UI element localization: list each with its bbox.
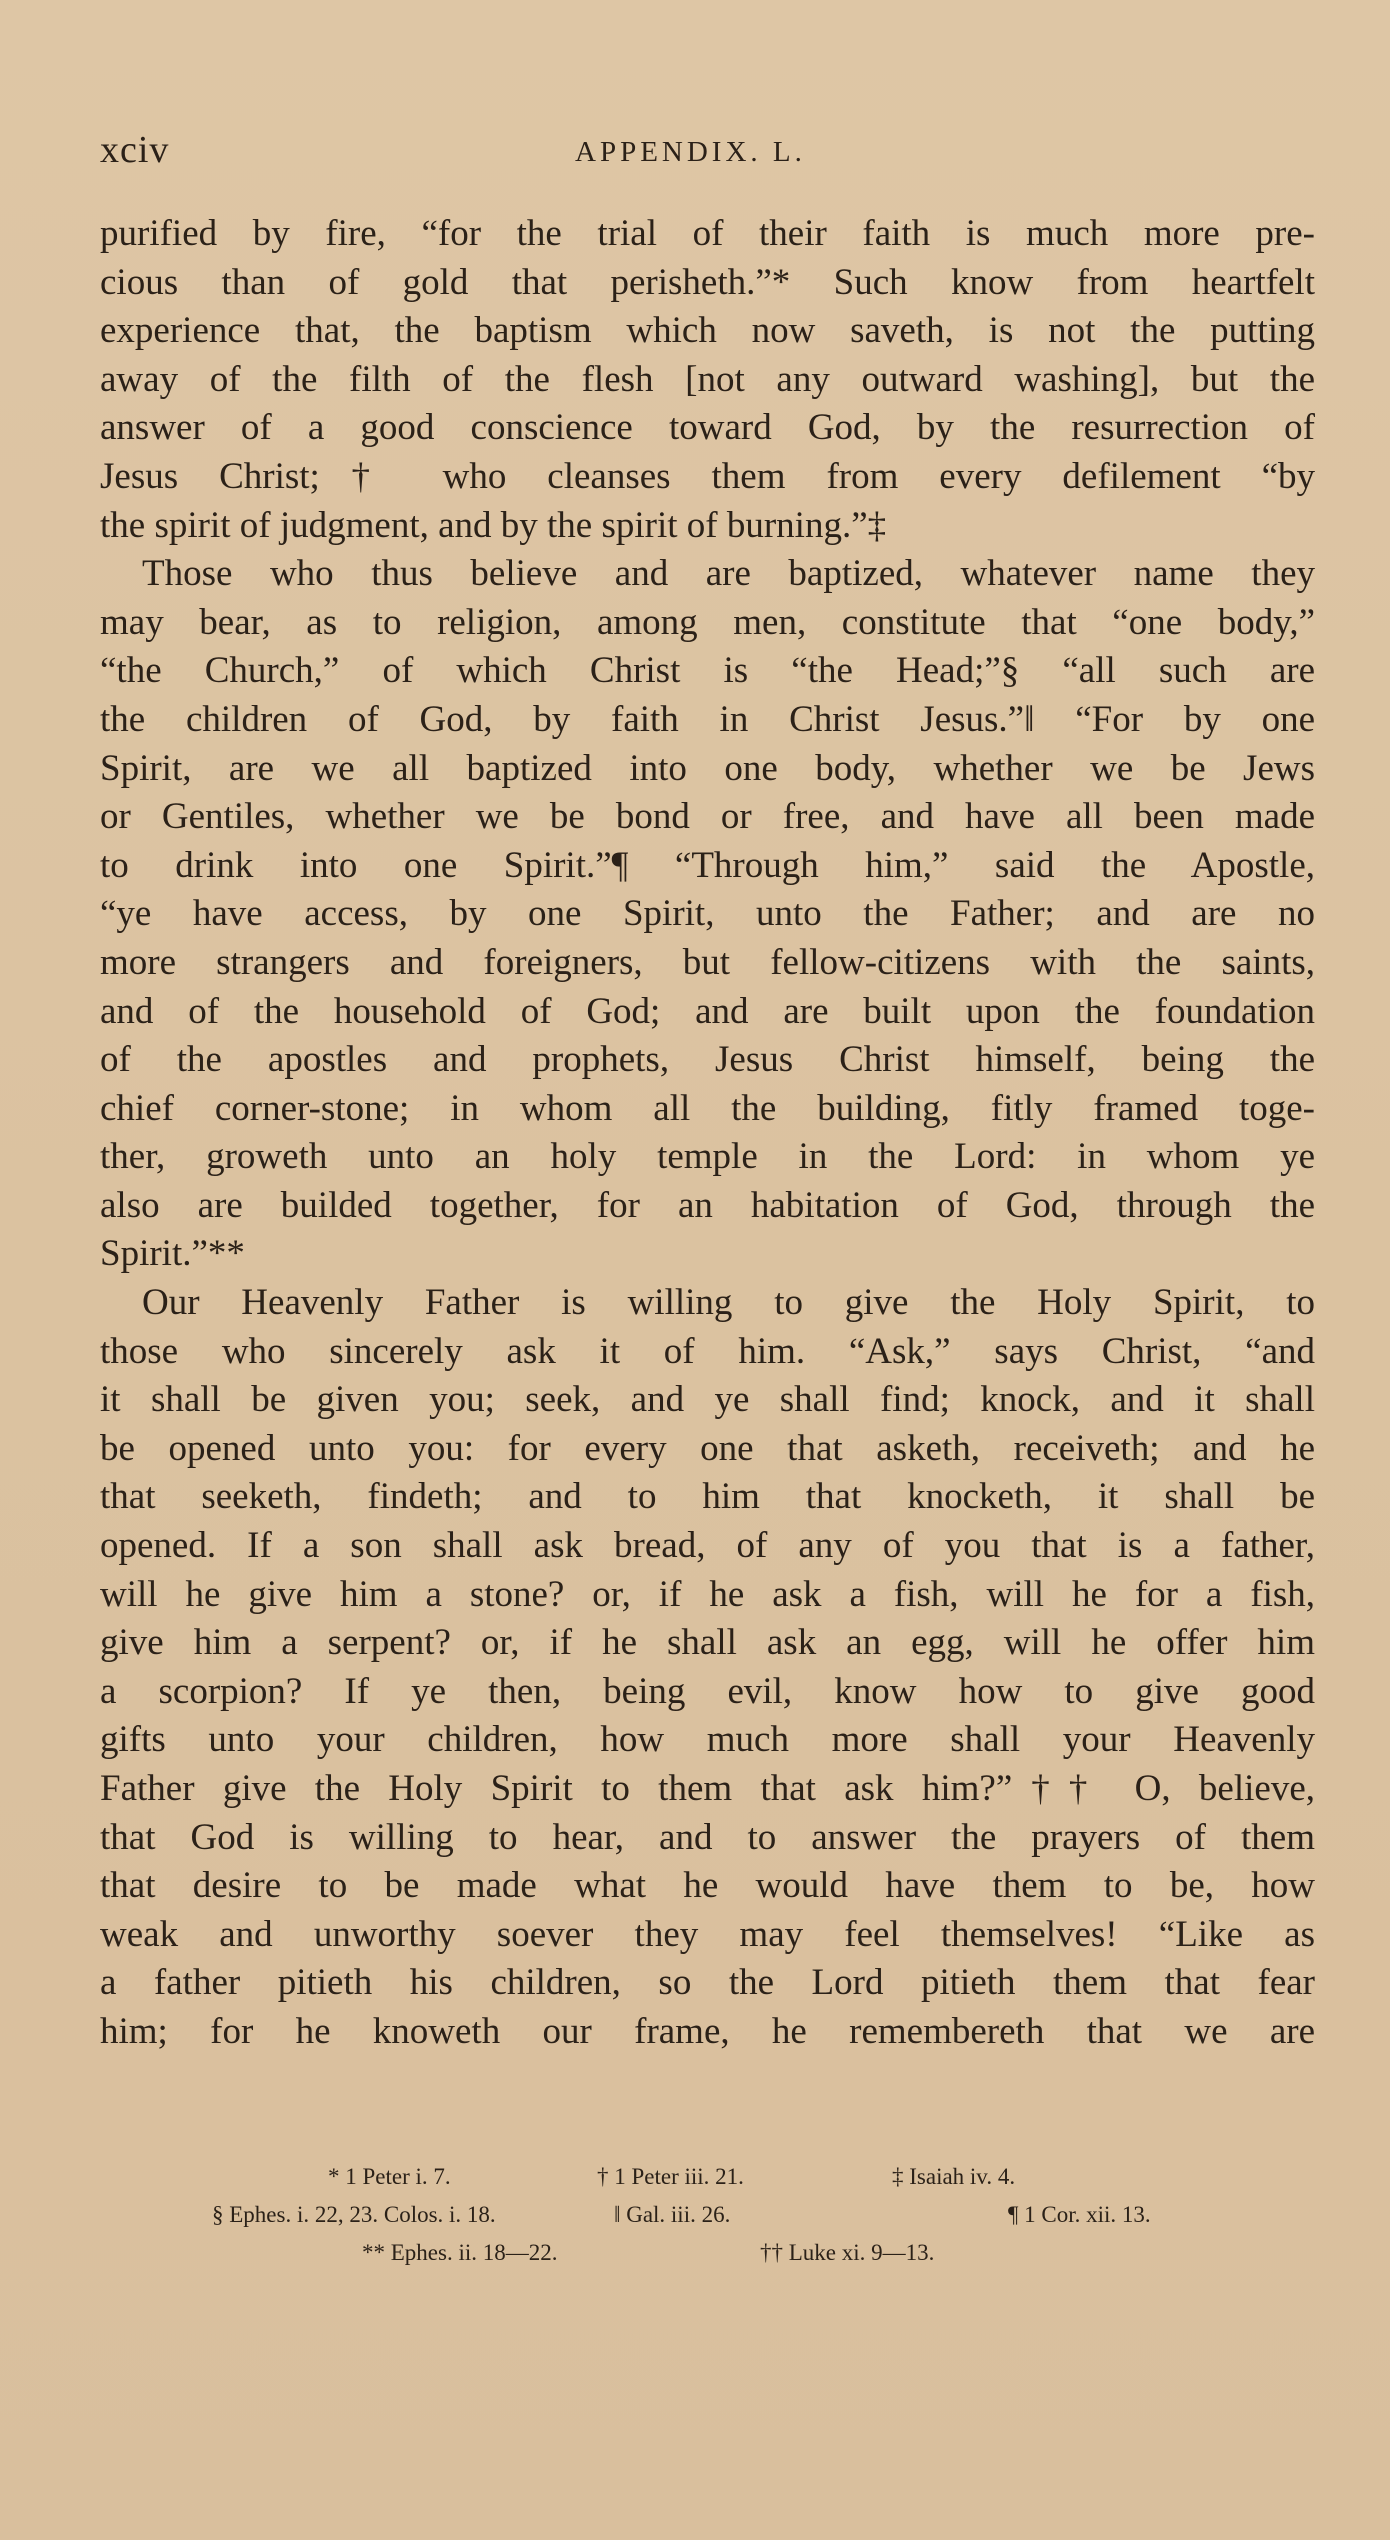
text-line: more strangers and foreigners, but fellow-citizens with the saints, bbox=[100, 941, 1315, 983]
footnote-row bbox=[100, 2158, 1315, 2196]
text-line: him; for he knoweth our frame, he remembereth that we are bbox=[100, 2010, 1315, 2052]
text-line: a father pitieth his children, so the Lord pitieth them that fear bbox=[100, 1962, 1315, 2004]
text-line: Spirit.”** bbox=[100, 1233, 245, 1275]
text-line: be opened unto you: for every one that asketh, receiveth; and he bbox=[100, 1427, 1315, 1469]
text-line: gifts unto your children, how much more shall your Heavenly bbox=[100, 1719, 1315, 1761]
text-line: will he give him a stone? or, if he ask a fish, will he for a fish, bbox=[100, 1573, 1315, 1615]
text-line: Spirit, are we all baptized into one body, whether we be Jews bbox=[100, 747, 1315, 789]
text-line: those who sincerely ask it of him. “Ask,” says Christ, “and bbox=[100, 1330, 1315, 1372]
footnote: †† Luke xi. 9—13. bbox=[760, 2240, 935, 2265]
text-line: ther, groweth unto an holy temple in the Lord: in whom ye bbox=[100, 1136, 1315, 1178]
body-text bbox=[100, 210, 1315, 2057]
text-line: weak and unworthy soever they may feel themselves! “Like as bbox=[100, 1913, 1315, 1955]
text-line: away of the filth of the flesh [not any outward washing], but the bbox=[100, 358, 1315, 400]
footnote: ** Ephes. ii. 18—22. bbox=[362, 2240, 558, 2265]
text-line: opened. If a son shall ask bread, of any of you that is a father, bbox=[100, 1525, 1315, 1567]
text-line: that desire to be made what he would have them to be, how bbox=[100, 1865, 1315, 1907]
running-head: APPENDIX. L. bbox=[575, 136, 806, 168]
text-line: that seeketh, findeth; and to him that knocketh, it shall be bbox=[100, 1476, 1315, 1518]
text-line: a scorpion? If ye then, being evil, know how to give good bbox=[100, 1670, 1315, 1712]
footnote-row bbox=[100, 2196, 1315, 2234]
text-line: Father give the Holy Spirit to them that ask him?”†† O, believe, bbox=[100, 1768, 1315, 1809]
footnote: § Ephes. i. 22, 23. Colos. i. 18. bbox=[212, 2202, 496, 2227]
text-line: the children of God, by faith in Christ Jesus.”‖ “For by one bbox=[100, 698, 1315, 740]
text-line: answer of a good conscience toward God, by the resurrection of bbox=[100, 407, 1315, 449]
text-line: the spirit of judgment, and by the spirit of burning.”‡ bbox=[100, 504, 887, 546]
text-line: cious than of gold that perisheth.”* Such know from heartfelt bbox=[100, 261, 1315, 303]
paragraph-start-line: Those who thus believe and are baptized, whatever name they bbox=[142, 553, 1315, 595]
text-line: “the Church,” of which Christ is “the Head;”§ “all such are bbox=[100, 650, 1315, 692]
text-line: give him a serpent? or, if he shall ask an egg, will he offer him bbox=[100, 1622, 1315, 1664]
footnote: * 1 Peter i. 7. bbox=[328, 2164, 451, 2189]
text-line: may bear, as to religion, among men, constitute that “one body,” bbox=[100, 601, 1315, 643]
text-line: or Gentiles, whether we be bond or free, and have all been made bbox=[100, 796, 1315, 838]
text-line: of the apostles and prophets, Jesus Christ himself, being the bbox=[100, 1039, 1315, 1081]
text-line: chief corner-stone; in whom all the building, fitly framed toge- bbox=[100, 1087, 1315, 1129]
text-line: that God is willing to hear, and to answer the prayers of them bbox=[100, 1816, 1315, 1858]
text-line: “ye have access, by one Spirit, unto the Father; and are no bbox=[100, 893, 1315, 935]
footnote-row bbox=[100, 2234, 1315, 2272]
text-line: and of the household of God; and are built upon the foundation bbox=[100, 990, 1315, 1032]
text-line: also are builded together, for an habitation of God, through the bbox=[100, 1184, 1315, 1226]
paragraph-start-line: Our Heavenly Father is willing to give the Holy Spirit, to bbox=[142, 1282, 1315, 1324]
text-line: experience that, the baptism which now saveth, is not the putting bbox=[100, 310, 1315, 352]
footnote: ‖ Gal. iii. 26. bbox=[614, 2202, 731, 2227]
text-line: it shall be given you; seek, and ye shall find; knock, and it shall bbox=[100, 1379, 1315, 1421]
page-number: xciv bbox=[100, 129, 170, 171]
footnote: † 1 Peter iii. 21. bbox=[597, 2164, 744, 2189]
page-header bbox=[100, 128, 1315, 178]
text-line: purified by fire, “for the trial of their faith is much more pre- bbox=[100, 213, 1315, 254]
footnotes bbox=[100, 2158, 1315, 2272]
footnote: ¶ 1 Cor. xii. 13. bbox=[1008, 2202, 1151, 2227]
footnote: ‡ Isaiah iv. 4. bbox=[892, 2164, 1016, 2189]
text-line: Jesus Christ;† who cleanses them from every defilement “by bbox=[100, 455, 1315, 497]
text-line: to drink into one Spirit.”¶ “Through him,” said the Apostle, bbox=[100, 844, 1315, 886]
